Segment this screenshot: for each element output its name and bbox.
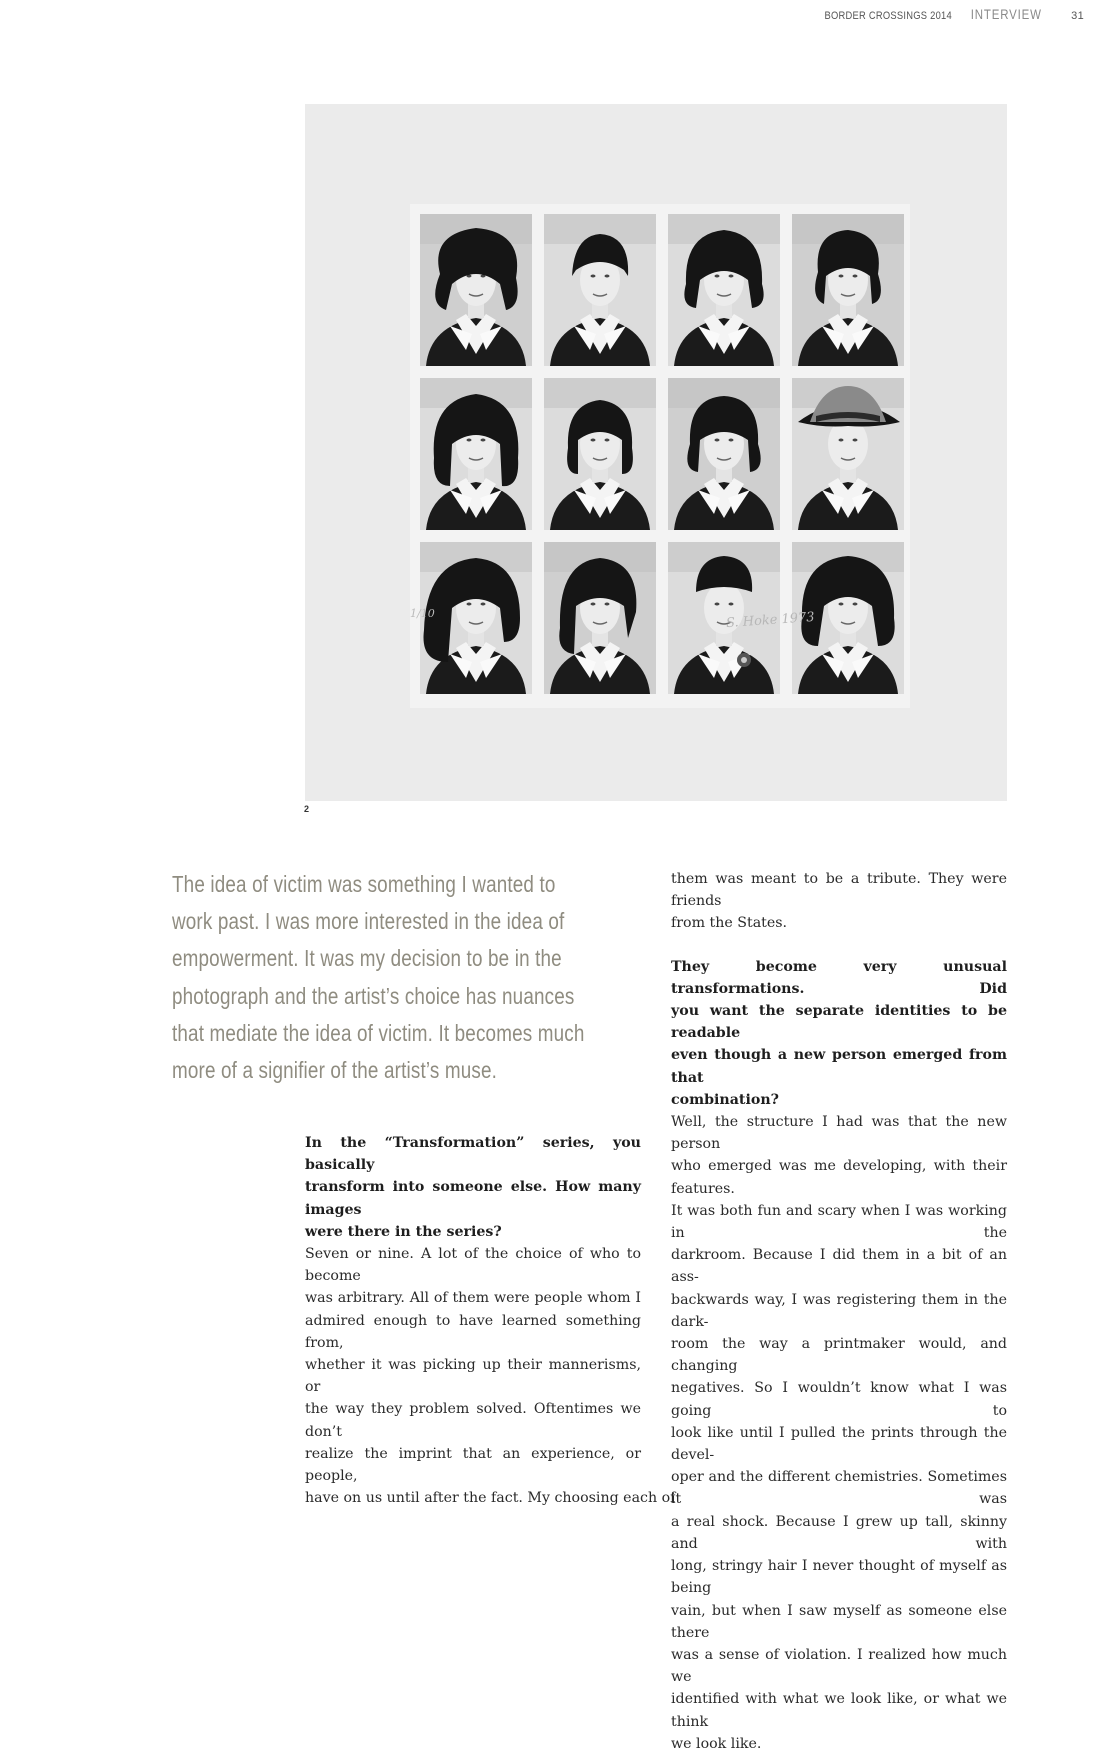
pull-quote-line: that mediate the idea of victim. It becomes much [172, 1019, 585, 1046]
answer-line: darkroom. Because I did them in a bit of an ass- [671, 1247, 1007, 1286]
portrait-photo [544, 214, 656, 366]
pull-quote-line: work past. I was more interested in the idea of [172, 908, 565, 935]
photo-print [410, 204, 910, 708]
artist-signature: S. Hoke 1973 [725, 609, 816, 632]
answer-line: negatives. So I wouldn’t know what I was going to [671, 1380, 1007, 1419]
answer-line: oper and the different chemistries. Sometimes it was [671, 1469, 1007, 1508]
edition-inscription: 1/10 [410, 607, 435, 620]
answer-line: was arbitrary. All of them were people whom I [305, 1290, 641, 1307]
running-head [802, 6, 1084, 22]
publication-title: BORDER CROSSINGS 2014 [824, 10, 952, 22]
question-line: were there in the series? [305, 1223, 502, 1240]
portrait-photo [420, 214, 532, 366]
answer-line: long, stringy hair I never thought of myself as being [671, 1558, 1007, 1597]
answer-line: room the way a printmaker would, and changing [671, 1336, 1007, 1375]
question-line: In the “Transformation” series, you basically [305, 1135, 641, 1174]
interview-answer [671, 1111, 1007, 1755]
question-line: transform into someone else. How many images [305, 1179, 641, 1218]
pull-quote-line: more of a signifier of the artist’s muse. [172, 1057, 498, 1084]
pull-quote-line: photograph and the artist’s choice has nuances [172, 982, 575, 1009]
answer-line: whether it was picking up their mannerisms, or [305, 1357, 641, 1396]
answer-line: who emerged was me developing, with their features. [671, 1158, 1007, 1197]
portrait-photo [544, 378, 656, 530]
answer-line: Seven or nine. A lot of the choice of who to become [305, 1246, 641, 1285]
answer-line: the way they problem solved. Oftentimes we don’t [305, 1401, 641, 1440]
artwork-photograph [305, 104, 1007, 801]
portrait-photo [668, 378, 780, 530]
answer-line: backwards way, I was registering them in the dark- [671, 1291, 1007, 1330]
answer-line: admired enough to have learned something from, [305, 1312, 641, 1351]
portrait-photo [668, 214, 780, 366]
portrait-photo [792, 378, 904, 530]
answer-line: Well, the structure I had was that the new person [671, 1114, 1007, 1153]
figure-number: 2 [304, 804, 310, 814]
answer-line: them was meant to be a tribute. They were friends [671, 871, 1007, 910]
interview-question [305, 1132, 641, 1243]
page-number: 31 [1071, 10, 1084, 22]
question-line: combination? [671, 1091, 779, 1108]
answer-line: identified with what we look like, or what we think [671, 1691, 1007, 1730]
portrait-photo [792, 214, 904, 366]
pull-quote-line: The idea of victim was something I wanted to [172, 871, 556, 897]
answer-line: vain, but when I saw myself as someone else there [671, 1602, 1007, 1641]
answer-line: was a sense of violation. I realized how much we [671, 1646, 1007, 1686]
answer-line: we look like. [671, 1735, 762, 1752]
answer-line: look like until I pulled the prints through the devel- [671, 1424, 1007, 1464]
interview-question [671, 956, 1007, 1111]
portrait-grid [420, 214, 904, 698]
portrait-photo [544, 542, 656, 694]
answer-continuation [671, 868, 1007, 935]
question-line: even though a new person emerged from that [671, 1047, 1007, 1086]
right-column [671, 868, 1007, 1755]
portrait-photo [420, 378, 532, 530]
answer-line: a real shock. Because I grew up tall, skinny and with [671, 1513, 1007, 1552]
answer-line: from the States. [671, 915, 788, 932]
question-line: They become very unusual transformations. Did [671, 958, 1007, 997]
answer-line: realize the imprint that an experience, or people, [305, 1445, 641, 1485]
section-label: INTERVIEW [971, 6, 1043, 22]
pull-quote [172, 866, 612, 1089]
pull-quote-line: empowerment. It was my decision to be in the [172, 945, 562, 972]
question-line: you want the separate identities to be readable [671, 1003, 1007, 1042]
interview-answer [305, 1243, 676, 1509]
left-column [305, 1132, 676, 1509]
answer-line: have on us until after the fact. My choosing each of [305, 1490, 676, 1507]
answer-line: It was both fun and scary when I was working in the [671, 1202, 1007, 1242]
